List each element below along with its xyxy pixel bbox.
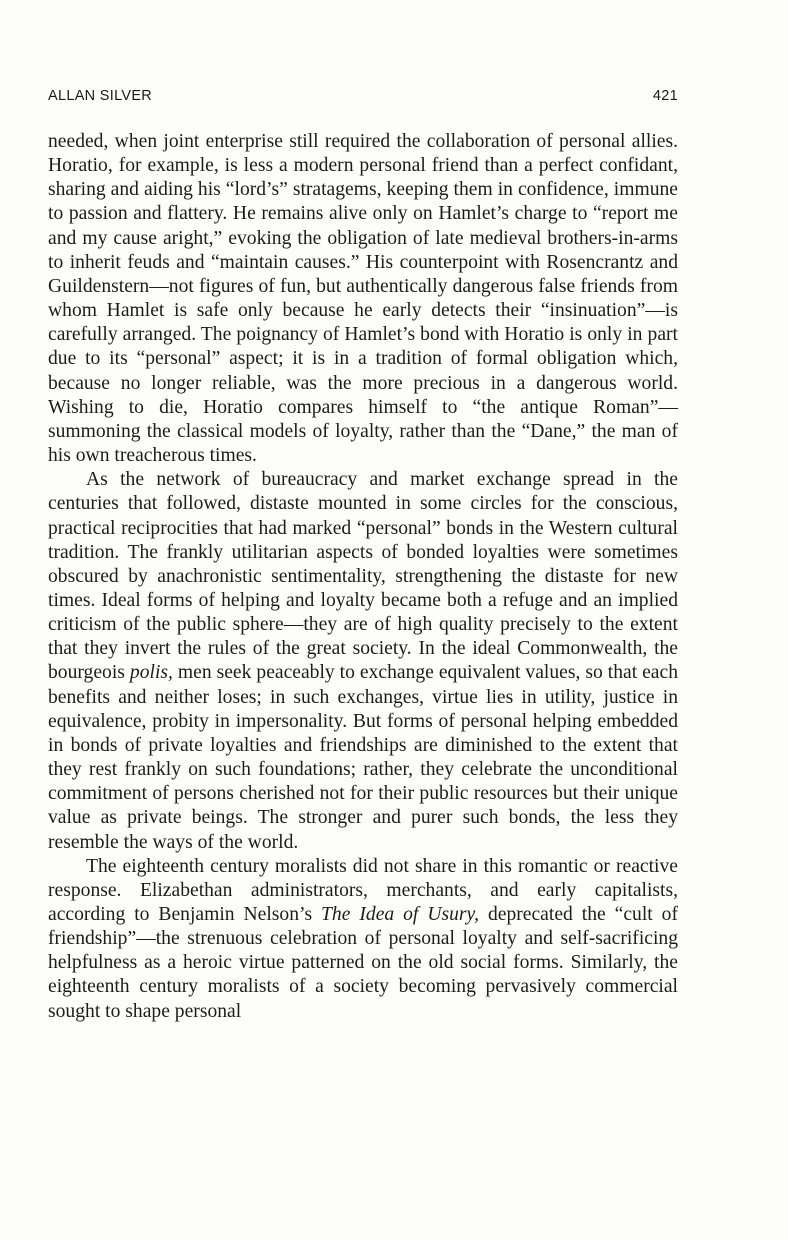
paragraph-text: men seek peaceably to exchange equivalent values, so that each benefits and neither loses; in such exchanges, virtue lies in utility, justice in equivalence, probity in impersonality. But forms of personal helping embedded in bonds of private loyalties and friendships are diminished to the extent that they rest frankly on such foundations; rather, they celebrate the unconditional commitment of persons cherished not for their public resources but their unique value as private beings. The stronger and purer such bonds, the less they resemble the ways of the world. (48, 662, 678, 853)
italic-term-polis: polis, (129, 662, 173, 684)
page-number: 421 (652, 88, 678, 104)
running-head (48, 88, 678, 108)
paragraph (48, 468, 678, 855)
paragraph-text: The eighteenth century moralists did not share in this romantic or reactive response. Elizabethan administrators, merchants, and early capitalists, according to Benjamin Nelson’s (48, 855, 678, 925)
running-head-author: ALLAN SILVER (48, 88, 153, 104)
paragraph (48, 855, 678, 1024)
paragraph-text: needed, when joint enterprise still required the collaboration of personal allies. Horatio, for example, is less a modern personal friend than a perfect confidant, sharing and aiding his “lord’s” stratagems, keeping them in confidence, immune to passion and flattery. He remains alive only on Hamlet’s charge to “report me and my cause aright,” evoking the obligation of late medieval brothers-in-arms to inherit feuds and “maintain causes.” His counterpoint with Rosencrantz and Guildenstern—not figures of fun, but authentically dangerous false friends from whom Hamlet is safe only because he early detects their “insinuation”—is carefully arranged. The poignancy of Hamlet’s bond with Horatio is only in part due to its “personal” aspect; it is in a tradition of formal obligation which, because no longer reliable, was the more precious in a dangerous world. Wishing to die, Horatio compares himself to “the antique Roman”—summoning the classical models of loyalty, rather than the “Dane,” the man of his own treacherous times. (48, 131, 678, 467)
body-text (48, 130, 678, 1024)
paragraph (48, 130, 678, 468)
paragraph-text: deprecated the “cult of friendship”—the strenuous celebration of personal loyalty and self-sacrificing helpfulness as a heroic virtue patterned on the old social forms. Similarly, the eighteenth century moralists of a society becoming pervasively commercial sought to shape personal (48, 904, 678, 1022)
book-title-idea-of-usury: The Idea of Usury, (321, 904, 480, 925)
paragraph-text: As the network of bureaucracy and market exchange spread in the centuries that followed, distaste mounted in some circles for the conscious, practical reciprocities that had marked “personal” bonds in the Western cultural tradition. The frankly utilitarian aspects of bonded loyalties were sometimes obscured by anachronistic sentimentality, strengthening the distaste for new times. Ideal forms of helping and loyalty became both a refuge and an implied criticism of the public sphere—they are of high quality precisely to the extent that they invert the rules of the great society. In the ideal Commonwealth, the bourgeois (48, 469, 678, 684)
